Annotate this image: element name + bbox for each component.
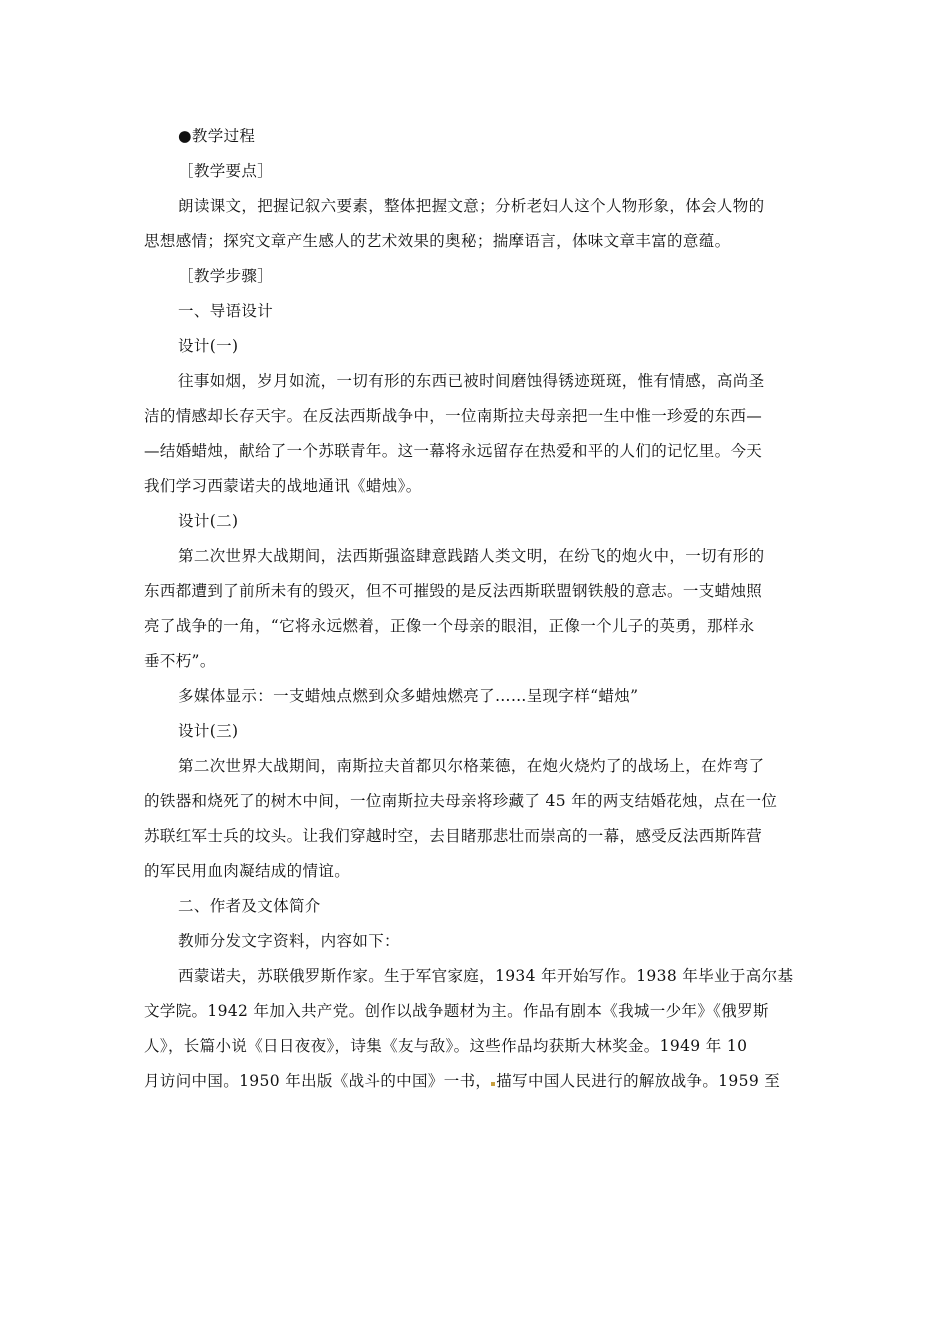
section-heading: ●教学过程: [178, 127, 256, 145]
key-points-label: ［教学要点］: [178, 162, 274, 180]
paragraph-line: 往事如烟，岁月如流，一切有形的东西已被时间磨蚀得锈迹斑斑，惟有情感，高尚圣: [178, 372, 765, 390]
text-cursor-mark: [491, 1082, 495, 1086]
paragraph-line: 第二次世界大战期间，法西斯强盗肆意践踏人类文明，在纷飞的炮火中，一切有形的: [178, 547, 765, 565]
steps-label: ［教学步骤］: [178, 267, 274, 285]
key-points-paragraph: [144, 192, 806, 256]
paragraph-line: 人》，长篇小说《日日夜夜》，诗集《友与敌》。这些作品均获斯大林奖金。1949 年 10: [144, 1037, 748, 1055]
section-title-intro: 一、导语设计: [178, 302, 274, 320]
author-bio-paragraph: [144, 962, 806, 1096]
paragraph-line: 洁的情感却长存天宇。在反法西斯战争中，一位南斯拉夫母亲把一生中惟一珍爱的东西—: [144, 407, 763, 425]
paragraph-line: 的铁器和烧死了的树木中间，一位南斯拉夫母亲将珍藏了 45 年的两支结婚花烛，点在一位: [144, 792, 778, 810]
handout-note: 教师分发文字资料，内容如下：: [178, 932, 400, 950]
paragraph-line: 苏联红军士兵的坟头。让我们穿越时空，去目睹那悲壮而崇高的一幕，感受反法西斯阵营: [144, 827, 763, 845]
multimedia-note: 多媒体显示：一支蜡烛点燃到众多蜡烛燃亮了……呈现字样“蜡烛”: [178, 687, 639, 705]
design-two-label: 设计(二): [178, 512, 239, 530]
design-three-label: 设计(三): [178, 722, 239, 740]
design-one-label: 设计(一): [178, 337, 239, 355]
paragraph-line: 我们学习西蒙诺夫的战地通讯《蜡烛》。: [144, 477, 422, 495]
paragraph-line: 西蒙诺夫，苏联俄罗斯作家。生于军官家庭，1934 年开始写作。1938 年毕业于高尔基: [178, 967, 794, 985]
paragraph-line: 东西都遭到了前所未有的毁灭，但不可摧毁的是反法西斯联盟钢铁般的意志。一支蜡烛照: [144, 582, 763, 600]
paragraph-line: 朗读课文，把握记叙六要素，整体把握文意；分析老妇人这个人物形象，体会人物的: [178, 197, 765, 215]
paragraph-line: 亮了战争的一角，“它将永远燃着，正像一个母亲的眼泪，正像一个儿子的英勇，那样永: [144, 617, 755, 635]
bio-line-part: 描写中国人民进行的解放战争。1959 至: [496, 1072, 781, 1090]
paragraph-line: [144, 1067, 806, 1096]
paragraph-line: 思想感情；探究文章产生感人的艺术效果的奥秘；揣摩语言，体味文章丰富的意蕴。: [144, 232, 731, 250]
bio-line-part: 月访问中国。1950 年出版《战斗的中国》一书，: [144, 1072, 492, 1090]
design-two-paragraph: [144, 542, 806, 676]
paragraph-line: —结婚蜡烛，献给了一个苏联青年。这一幕将永远留存在热爱和平的人们的记忆里。今天: [144, 442, 763, 460]
paragraph-line: 垂不朽”。: [144, 652, 216, 670]
design-three-paragraph: [144, 752, 806, 886]
paragraph-line: 的军民用血肉凝结成的情谊。: [144, 862, 351, 880]
section-title-author: 二、作者及文体简介: [178, 897, 321, 915]
design-one-paragraph: [144, 367, 806, 501]
paragraph-line: 文学院。1942 年加入共产党。创作以战争题材为主。作品有剧本《我城一少年》《俄罗斯: [144, 1002, 769, 1020]
paragraph-line: 第二次世界大战期间，南斯拉夫首都贝尔格莱德，在炮火烧灼了的战场上，在炸弯了: [178, 757, 765, 775]
document-body: [144, 122, 806, 1102]
